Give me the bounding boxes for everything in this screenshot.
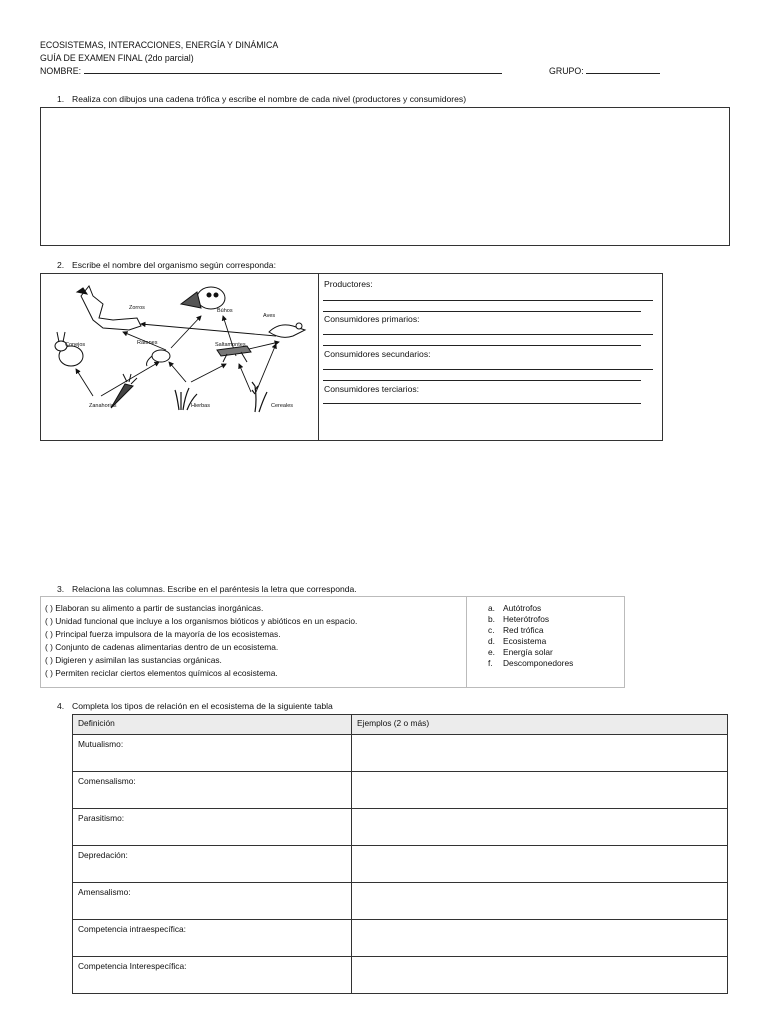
table-row	[73, 735, 728, 772]
row-label: Parasitismo:	[73, 809, 352, 846]
label-zorros: Zorros	[129, 305, 145, 311]
option-d: d. Ecosistema	[488, 636, 547, 646]
row-label: Competencia Interespecífica:	[73, 957, 352, 994]
mouse-icon	[147, 350, 170, 366]
statement[interactable]: ( ) Digieren y asimilan las sustancias orgánicas.	[45, 655, 222, 665]
example-cell[interactable]	[352, 772, 728, 809]
relations-table	[72, 714, 728, 994]
option-a: a. Autótrofos	[488, 603, 542, 613]
doc-title: ECOSISTEMAS, INTERACCIONES, ENERGÍA Y DINÁMICA	[40, 40, 279, 50]
example-cell[interactable]	[352, 883, 728, 920]
option-f: f. Descomponedores	[488, 658, 574, 668]
category-consumidores-terciarios: Consumidores terciarios:	[324, 384, 420, 394]
example-cell[interactable]	[352, 957, 728, 994]
table-row	[73, 957, 728, 994]
statement[interactable]: ( ) Unidad funcional que incluye a los organismos bióticos y abióticos en un espacio.	[45, 616, 358, 626]
statement[interactable]: ( ) Permiten reciclar ciertos elementos químicos al ecosistema.	[45, 668, 278, 678]
drawing-area[interactable]	[40, 107, 730, 246]
table-row	[73, 846, 728, 883]
row-label: Competencia intraespecífica:	[73, 920, 352, 957]
food-web-divider	[318, 274, 319, 440]
option-c: c. Red trófica	[488, 625, 544, 635]
table-row	[73, 809, 728, 846]
example-cell[interactable]	[352, 735, 728, 772]
example-cell[interactable]	[352, 809, 728, 846]
answer-line[interactable]	[323, 334, 653, 335]
table-row	[73, 772, 728, 809]
label-ratones: Ratones	[137, 340, 158, 346]
name-row	[40, 66, 502, 76]
question-3-text: Relaciona las columnas. Escribe en el paréntesis la letra que corresponda.	[72, 584, 357, 594]
option-b: b. Heterótrofos	[488, 614, 550, 624]
statement[interactable]: ( ) Elaboran su alimento a partir de sustancias inorgánicas.	[45, 603, 264, 613]
row-label: Depredación:	[73, 846, 352, 883]
col-header-definicion: Definición	[73, 715, 352, 735]
label-buhos: Búhos	[217, 308, 233, 314]
table-row	[73, 883, 728, 920]
category-consumidores-primarios: Consumidores primarios:	[324, 314, 420, 324]
group-row	[549, 66, 660, 76]
table-row	[73, 920, 728, 957]
label-conejos: Conejos	[65, 342, 86, 348]
answer-line[interactable]	[323, 380, 641, 381]
statement[interactable]: ( ) Principal fuerza impulsora de la mayoría de los ecosistemas.	[45, 629, 281, 639]
category-consumidores-secundarios: Consumidores secundarios:	[324, 349, 431, 359]
row-label: Amensalismo:	[73, 883, 352, 920]
label-zanahorias: Zanahorias	[89, 403, 117, 409]
name-blank[interactable]	[84, 73, 502, 74]
label-aves: Aves	[263, 313, 276, 319]
group-blank[interactable]	[586, 73, 660, 74]
answer-line[interactable]	[323, 345, 641, 346]
answer-line[interactable]	[323, 300, 653, 301]
answer-line[interactable]	[323, 311, 641, 312]
name-label: NOMBRE:	[40, 66, 82, 76]
food-web-diagram	[41, 274, 318, 440]
doc-subtitle: GUÍA DE EXAMEN FINAL (2do parcial)	[40, 53, 194, 63]
question-3: 3. Relaciona las columnas. Escribe en el paréntesis la letra que corresponda.	[57, 584, 357, 594]
question-1-text: Realiza con dibujos una cadena trófica y escribe el nombre de cada nivel (productores y consumidores)	[72, 94, 467, 104]
label-hierbas: Hierbas	[191, 403, 210, 409]
question-4-text: Completa los tipos de relación en el ecosistema de la siguiente tabla	[72, 701, 333, 711]
row-label: Comensalismo:	[73, 772, 352, 809]
example-cell[interactable]	[352, 846, 728, 883]
label-cereales: Cereales	[271, 403, 294, 409]
col-header-ejemplos: Ejemplos (2 o más)	[352, 715, 728, 735]
answer-line[interactable]	[323, 369, 653, 370]
example-cell[interactable]	[352, 920, 728, 957]
question-2-text: Escribe el nombre del organismo según corresponda:	[72, 260, 276, 270]
matching-box	[40, 596, 625, 688]
owl-icon	[181, 287, 225, 309]
food-web-box	[40, 273, 663, 441]
question-4: 4. Completa los tipos de relación en el ecosistema de la siguiente tabla	[57, 701, 333, 711]
matching-divider	[466, 597, 467, 687]
option-e: e. Energía solar	[488, 647, 553, 657]
rabbit-icon	[55, 332, 86, 366]
cereal-icon	[252, 382, 267, 412]
grasshopper-icon	[217, 346, 251, 362]
statement[interactable]: ( ) Conjunto de cadenas alimentarias dentro de un ecosistema.	[45, 642, 279, 652]
question-2: 2. Escribe el nombre del organismo según corresponda:	[57, 260, 276, 270]
answer-line[interactable]	[323, 403, 641, 404]
category-productores: Productores:	[324, 279, 373, 289]
group-label: GRUPO:	[549, 66, 584, 76]
row-label: Mutualismo:	[73, 735, 352, 772]
label-saltamontes: Saltamontes	[215, 342, 246, 348]
bird-icon	[269, 323, 305, 337]
question-1: 1. Realiza con dibujos una cadena trófica y escribe el nombre de cada nivel (productores y consumidores)	[57, 94, 467, 104]
